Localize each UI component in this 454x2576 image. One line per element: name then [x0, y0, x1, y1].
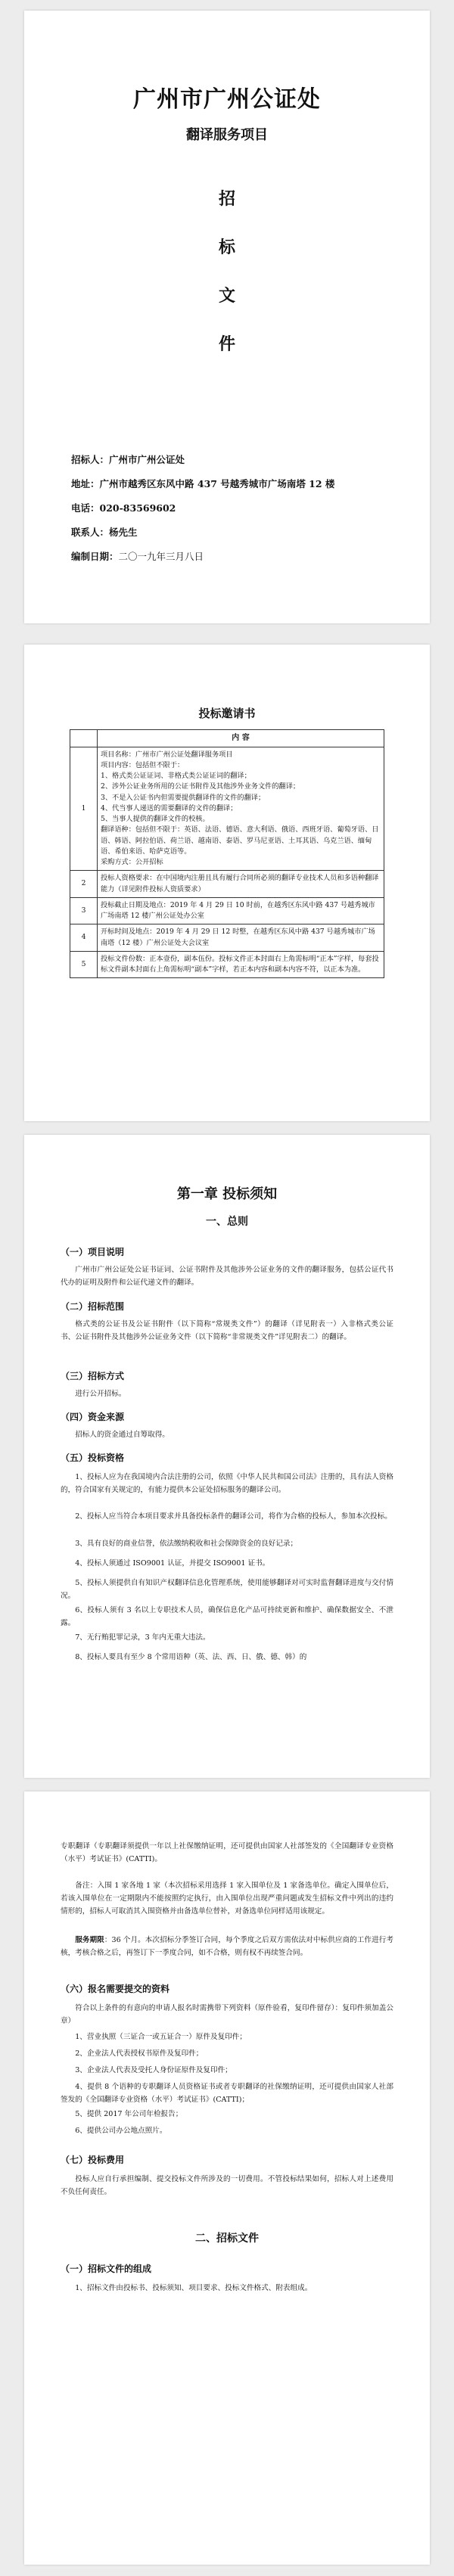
- remark-paragraph: 备注：入围 1 家各地 1 家（本次招标采用选择 1 家入围单位及 1 家备选单位。确定入围单位后，若该入围单位在一定期限内不能按照约定执行，由入围单位出现严重问题或发生招标文件中列出的违约情形的，招标人可取消其入围资格并由备选单位替补，对备选单位同样适用该规定。: [61, 1882, 393, 1916]
- invitation-page: [24, 645, 430, 1121]
- cover-page: [24, 11, 430, 623]
- qualification-item: 1、投标人应为在我国境内合法注册的公司，依照《中华人民共和国公司法》注册的，具有法人资格的，符合国家有关规定的，有能力提供本公证处招标服务的翻译公司。: [61, 1473, 393, 1494]
- row-line: 翻译语种：包括但不限于：英语、法语、德语、意大利语、俄语、西班牙语、葡萄牙语、日语、韩语、阿拉伯语、荷兰语、越南语、泰语、罗马尼亚语、土耳其语、乌克兰语、缅甸语、希伯来语、哈萨克语等。: [101, 825, 379, 856]
- continuation-page: [24, 1791, 430, 2565]
- row-line: 4、代当事人递送的需要翻译的文件的翻译；: [101, 803, 238, 813]
- address-line: [71, 477, 334, 490]
- paragraph: 专职翻译（专职翻译须提供一年以上社保缴纳证明，还可提供由国家人社部签发的《全国翻译专业资格（水平）考试证书》(CATTI)。: [61, 1842, 393, 1863]
- service-term-text: ：36 个月。本次招标分季签订合同，每个季度之后双方需依法对中标供应商的工作进行考核，考核合格之后，再签订下一季度合同，如不合格，则有权不再续签合同。: [61, 1936, 393, 1957]
- chapter-title: 第一章 投标须知: [176, 1186, 278, 1202]
- subsection-heading: （一）项目说明: [61, 1247, 125, 1257]
- qualification-item: 8、投标人要具有至少 8 个常用语种（英、法、西、日、俄、德、韩）的: [75, 1653, 307, 1661]
- paragraph: 投标人应自行承担编制、提交投标文件所涉及的一切费用。不管投标结果如何，招标人对上述费用不负任何责任。: [61, 2175, 393, 2196]
- material-item: 4、提供 8 个语种的专职翻译人员资格证书或者专职翻译的社保缴纳证明，还可提供由国家人社部签发的《全国翻译专业资格（水平）考试证书》(CATTI)；: [61, 2083, 393, 2104]
- row-index: 2: [70, 871, 98, 898]
- table-row: [70, 897, 384, 924]
- material-item: 3、企业法人代表及受托人身份证原件及复印件；: [75, 2066, 232, 2074]
- qualification-item: 7、无行贿犯罪记录，3 年内无重大违法。: [75, 1633, 210, 1642]
- table-row: [70, 871, 384, 898]
- section-heading: 一、总则: [206, 1216, 248, 1228]
- date-label: 编制日期：: [71, 551, 119, 562]
- tenderer-value: 广州市广州公证处: [109, 454, 185, 465]
- row-index: 1: [70, 747, 98, 871]
- table-row: [70, 924, 384, 952]
- table-header-content: 内 容: [98, 730, 384, 747]
- paragraph: 广州市广州公证处公证书证词、公证书附件及其他涉外公证业务的文件的翻译服务，包括公证代书代办的证明及附件和公证代递文件的翻译。: [61, 1266, 393, 1287]
- row-index: 5: [70, 951, 98, 978]
- subsection-heading: （四）资金来源: [61, 1412, 125, 1422]
- contact-label: 联系人：: [71, 527, 110, 538]
- row-line: 采购方式：公开招标: [101, 858, 163, 866]
- material-item: 1、营业执照（三证合一或五证合一）原件及复印件；: [75, 2033, 247, 2041]
- chapter-page: [24, 1135, 430, 1778]
- date-line: [71, 549, 204, 563]
- paragraph: 格式类的公证书及公证书附件（以下简称“常规类文件”）的翻译（详见附表一）入非格式类公证书、公证书附件及其他涉外公证业务文件（以下简称“非常规类文件”详见附表二）的翻译。: [61, 1320, 393, 1341]
- subsection-heading: （一）招标文件的组成: [61, 2264, 152, 2274]
- paragraph: 符合以上条件的有意向的申请人报名时需携带下列资料（原件验看，复印件留存）：复印件须加盖公章）: [61, 2004, 393, 2025]
- contact-line: [71, 525, 138, 539]
- cover-title: 广州市广州公证处: [133, 86, 321, 113]
- row-content: 投标截止日期及地点：2019 年 4 月 29 日 10 时前，在越秀区东风中路 437 号越秀城市广场南塔 12 楼广州公证处办公室: [98, 897, 384, 924]
- row-line: 项目内容：包括但不限于：: [101, 760, 185, 769]
- cover-vertical-char: 标: [218, 238, 235, 257]
- subsection-heading: （五）投标资格: [61, 1453, 125, 1463]
- row-content: [98, 747, 384, 871]
- row-content: 投标人资格要求：在中国境内注册且具有履行合同所必须的翻译专业技术人员和多语种翻译能力（详见附件投标人资质要求）: [98, 871, 384, 898]
- address-label: 地址：: [71, 478, 100, 489]
- qualification-item: 4、投标人须通过 ISO9001 认证，并提交 ISO9001 证书。: [75, 1559, 270, 1568]
- subsection-heading: （三）招标方式: [61, 1371, 125, 1381]
- table-row: [70, 951, 384, 978]
- paragraph: 招标人的资金通过自筹取得。: [75, 1431, 169, 1439]
- address-value: 广州市越秀区东风中路 437 号越秀城市广场南塔 12 楼: [99, 478, 335, 489]
- subsection-heading: （六）报名需要提交的资料: [61, 1984, 170, 1994]
- table-header-blank: [70, 730, 98, 747]
- row-line: 2、涉外公证业务所用的公证书附件及其他涉外业务文件的翻译；: [101, 782, 300, 791]
- phone-label: 电话：: [71, 502, 100, 514]
- tenderer-label: 招标人：: [71, 454, 110, 465]
- contact-value: 杨先生: [109, 527, 138, 538]
- phone-line: [71, 501, 176, 514]
- paragraph: 1、招标文件由投标书、投标须知、项目要求、投标文件格式、附表组成。: [75, 2284, 313, 2292]
- row-line: 项目名称：广州市广州公证处翻译服务项目: [101, 750, 233, 759]
- subsection-heading: （七）投标费用: [61, 2155, 125, 2165]
- qualification-item: 3、具有良好的商业信誉，依法缴纳税收和社会保障资金的良好记录；: [75, 1540, 298, 1548]
- qualification-item: 2、投标人应当符合本项目要求并具备投标条件的翻译公司，将作为合格的投标人，参加本次投标。: [75, 1512, 392, 1521]
- service-term-label: 服务期限: [75, 1936, 104, 1944]
- row-content: 投标文件份数：正本壹份，副本伍份。投标文件正本封面右上角需标明“正本”字样，每套投标文件副本封面右上角需标明“副本”字样，若正本内容和副本内容不符，以正本为准。: [98, 951, 384, 978]
- tenderer-line: [71, 452, 185, 466]
- cover-vertical-char: 文: [218, 287, 235, 306]
- material-item: 6、提供公司办公地点照片。: [75, 2127, 167, 2135]
- row-content: 开标时间及地点：2019 年 4 月 29 日 12 时整，在越秀区东风中路 437 号越秀城市广场南塔（12 楼）广州公证处大会议室: [98, 924, 384, 952]
- row-line: 1、格式类公证证词、非格式类公证证词的翻译；: [101, 772, 251, 780]
- qualification-item: 6、投标人须有 3 名以上专职技术人员，确保信息化产品可持续更新和维护、确保数据安全、不泄露。: [61, 1606, 393, 1627]
- date-value: 二〇一九年三月八日: [118, 551, 204, 562]
- cover-vertical-char: 招: [218, 190, 235, 209]
- service-term-paragraph: [61, 1934, 393, 1959]
- subsection-heading: （二）招标范围: [61, 1301, 125, 1312]
- paragraph: 进行公开招标。: [75, 1390, 126, 1398]
- row-index: 4: [70, 924, 98, 952]
- qualification-item: 5、投标人须提供自有知识产权翻译信息化管理系统，使用能够翻译对可实时监督翻译进度与交付情况。: [61, 1579, 393, 1600]
- section-heading: 二、招标文件: [195, 2233, 259, 2245]
- material-item: 5、提供 2017 年公司年检报告；: [75, 2110, 183, 2118]
- invitation-heading: 投标邀请书: [198, 707, 256, 720]
- invitation-table: [70, 729, 384, 978]
- table-row: [70, 747, 384, 871]
- material-item: 2、企业法人代表授权书原件及复印件；: [75, 2049, 204, 2058]
- row-line: 3、不是入公证书内但需要提供翻译件的文件的翻译；: [101, 793, 266, 802]
- row-line: 5、当事人提供的翻译文件的校核。: [101, 815, 210, 823]
- phone-value: 020-83569602: [99, 502, 176, 514]
- row-index: 3: [70, 897, 98, 924]
- cover-subtitle: 翻译服务项目: [186, 127, 268, 143]
- table-header-row: [70, 730, 384, 747]
- cover-vertical-char: 件: [218, 335, 235, 354]
